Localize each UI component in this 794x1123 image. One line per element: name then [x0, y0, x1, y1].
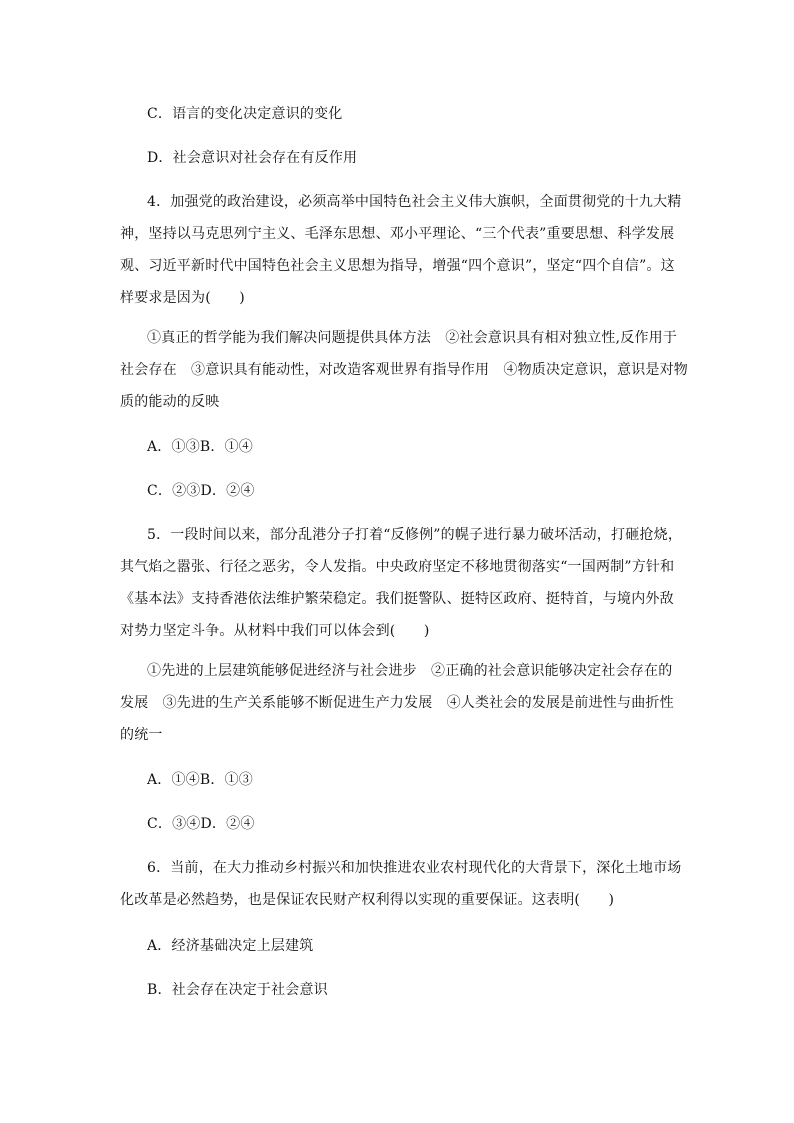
option-ab-q4: A．①③B．①④ [147, 439, 253, 455]
question-5-statements-line-2: 发展 ③先进的生产关系能够不断促进生产力发展 ④人类社会的发展是前进性与曲折性 [120, 695, 674, 711]
option-d-q3: D．社会意识对社会存在有反作用 [147, 150, 358, 166]
question-5-statements-line-3: 的统一 [120, 727, 163, 743]
question-5-stem-line-1: 5．一段时间以来，部分乱港分子打着“反修例”的幌子进行暴力破坏活动，打砸抢烧， [147, 527, 683, 543]
question-4-stem-line-4: 样要求是因为( ) [120, 290, 245, 306]
question-4-stem-line-1: 4．加强党的政治建设，必须高举中国特色社会主义伟大旗帜，全面贯彻党的十九大精 [147, 194, 682, 210]
question-6-stem-line-1: 6．当前，在大力推动乡村振兴和加快推进农业农村现代化的大背景下，深化土地市场 [147, 860, 682, 876]
option-cd-q4: C．②③D．②④ [147, 483, 255, 499]
question-4-stem-line-3: 观、习近平新时代中国特色社会主义思想为指导，增强“四个意识”，坚定“四个自信”。这 [120, 258, 675, 274]
option-b-q6: B．社会存在决定于社会意识 [147, 982, 328, 998]
question-4-statements-line-1: ①真正的哲学能为我们解决问题提供具体方法 ②社会意识具有相对独立性,反作用于 [147, 330, 678, 346]
option-cd-q5: C．③④D．②④ [147, 816, 255, 832]
question-4-stem-line-2: 神，坚持以马克思列宁主义、毛泽东思想、邓小平理论、“三个代表”重要思想、科学发展 [120, 226, 675, 242]
question-5-stem-line-4: 对势力坚定斗争。从材料中我们可以体会到( ) [120, 623, 430, 639]
option-ab-q5: A．①④B．①③ [147, 772, 253, 788]
option-a-q6: A．经济基础决定上层建筑 [147, 938, 314, 954]
question-6-stem-line-2: 化改革是必然趋势，也是保证农民财产权利得以实现的重要保证。这表明( ) [120, 892, 615, 908]
question-5-stem-line-3: 《基本法》支持香港依法维护繁荣稳定。我们挺警队、挺特区政府、挺特首，与境内外敌 [120, 591, 674, 607]
question-4-statements-line-2: 社会存在 ③意识具有能动性，对改造客观世界有指导作用 ④物质决定意识，意识是对物 [120, 362, 688, 378]
option-c-q3: C．语言的变化决定意识的变化 [147, 106, 343, 122]
question-5-stem-line-2: 其气焰之嚣张、行径之恶劣，令人发指。中央政府坚定不移地贯彻落实“一国两制”方针和 [120, 559, 675, 575]
question-4-statements-line-3: 质的能动的反映 [120, 394, 220, 410]
question-5-statements-line-1: ①先进的上层建筑能够促进经济与社会进步 ②正确的社会意识能够决定社会存在的 [147, 663, 673, 679]
